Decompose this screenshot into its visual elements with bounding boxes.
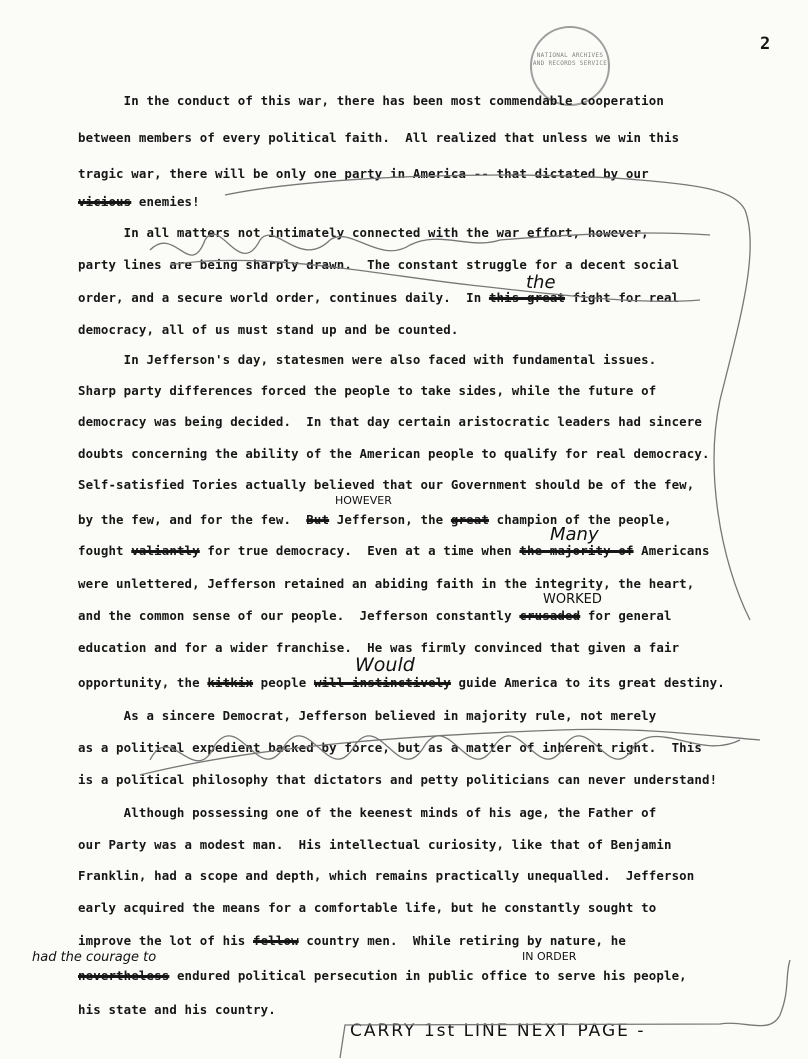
text-line-26: early acquired the means for a comfortable life, but he constantly sought to — [78, 900, 657, 915]
struck-word: valiantly — [131, 543, 200, 558]
text-line-6: party lines are being sharply drawn. The constant struggle for a decent social — [78, 257, 680, 272]
text-line-20: As a sincere Democrat, Jefferson believed in majority rule, not merely — [78, 708, 657, 723]
text-fragment: order, and a secure world order, continues daily. In — [78, 290, 489, 305]
text-fragment: enemies! — [131, 194, 200, 209]
handwritten-however: HOWEVER — [335, 494, 392, 507]
text-fragment: opportunity, the — [78, 675, 208, 690]
text-fragment: improve the lot of his — [78, 933, 254, 948]
handwritten-worked: WORKED — [543, 592, 602, 607]
text-fragment: Americans — [633, 543, 710, 558]
text-fragment: by the few, and for the few. — [78, 512, 307, 527]
text-fragment: fought — [78, 543, 132, 558]
text-line-1: In the conduct of this war, there has been most commendable cooperation — [78, 93, 664, 108]
struck-word: this great — [488, 290, 566, 305]
text-fragment: people — [253, 675, 314, 690]
text-fragment: endured political persecution in public office to serve his people, — [169, 968, 687, 983]
text-fragment: Jefferson, the — [329, 512, 451, 527]
text-line-2: between members of every political faith. All realized that unless we win this — [78, 130, 680, 145]
handwritten-many: Many — [550, 524, 599, 545]
struck-word: the majority of — [519, 543, 634, 558]
text-line-9: In Jefferson's day, statesmen were also faced with fundamental issues. — [78, 352, 657, 367]
text-line-12: doubts concerning the ability of the American people to qualify for real democracy. — [78, 446, 710, 461]
pencil-connector — [225, 175, 750, 620]
page-number: 2 — [760, 34, 771, 54]
text-fragment: champion of the people, — [488, 512, 672, 527]
text-line-10: Sharp party differences forced the people to take sides, while the future of — [78, 383, 657, 398]
text-fragment: guide America to its great destiny. — [450, 675, 725, 690]
text-line-13: Self-satisfied Tories actually believed that our Government should be of the few, — [78, 477, 695, 492]
text-fragment: fight for real — [565, 290, 680, 305]
text-line-18: education and for a wider franchise. He was firmly convinced that given a fair — [78, 640, 680, 655]
text-line-16: were unlettered, Jefferson retained an abiding faith in the integrity, the heart, — [78, 576, 695, 591]
text-line-11: democracy was being decided. In that day certain aristocratic leaders had sincere — [78, 414, 703, 429]
handwritten-the: the — [526, 272, 556, 293]
struck-word: fellow — [253, 933, 299, 948]
struck-word: crusaded — [519, 608, 581, 623]
handwritten-carry-note: CARRY 1st LINE NEXT PAGE - — [350, 1021, 646, 1041]
struck-word: great — [450, 512, 489, 527]
text-fragment: for true democracy. Even at a time when — [199, 543, 520, 558]
text-fragment: country men. While retiring by nature, he — [298, 933, 626, 948]
text-fragment: for general — [580, 608, 672, 623]
handwritten-in-order: IN ORDER — [522, 950, 577, 963]
text-line-29: his state and his country. — [78, 1002, 276, 1017]
text-line-21: as a political expedient backed by force, but as a matter of inherent right. This — [78, 740, 703, 755]
text-line-5: In all matters not intimately connected with the war effort, however, — [78, 225, 649, 240]
text-line-25: Franklin, had a scope and depth, which remains practically unequalled. Jefferson — [78, 868, 695, 883]
text-line-8: democracy, all of us must stand up and be counted. — [78, 322, 459, 337]
text-line-23: Although possessing one of the keenest minds of his age, the Father of — [78, 805, 657, 820]
pencil-scribble-top-2 — [170, 260, 700, 301]
struck-word: kitkix — [207, 675, 254, 690]
pencil-scribble-top — [150, 233, 710, 255]
text-line-24: our Party was a modest man. His intellectual curiosity, like that of Benjamin — [78, 837, 672, 852]
handwritten-courage: had the courage to — [32, 950, 157, 965]
pencil-scribble-mid — [150, 736, 740, 761]
text-line-22: is a political philosophy that dictators and petty politicians can never understand! — [78, 772, 718, 787]
struck-word: nevertheless — [78, 968, 170, 983]
text-fragment: and the common sense of our people. Jefferson constantly — [78, 608, 520, 623]
handwritten-would: Would — [355, 654, 415, 676]
text-line-3: tragic war, there will be only one party in America -- that dictated by our — [78, 166, 649, 181]
struck-word: will instinctively — [313, 675, 451, 690]
stamp-text: NATIONAL ARCHIVES AND RECORDS SERVICE — [532, 52, 608, 67]
struck-word: vicious — [78, 194, 132, 209]
struck-word: But — [306, 512, 330, 527]
pencil-bracket — [340, 960, 790, 1058]
